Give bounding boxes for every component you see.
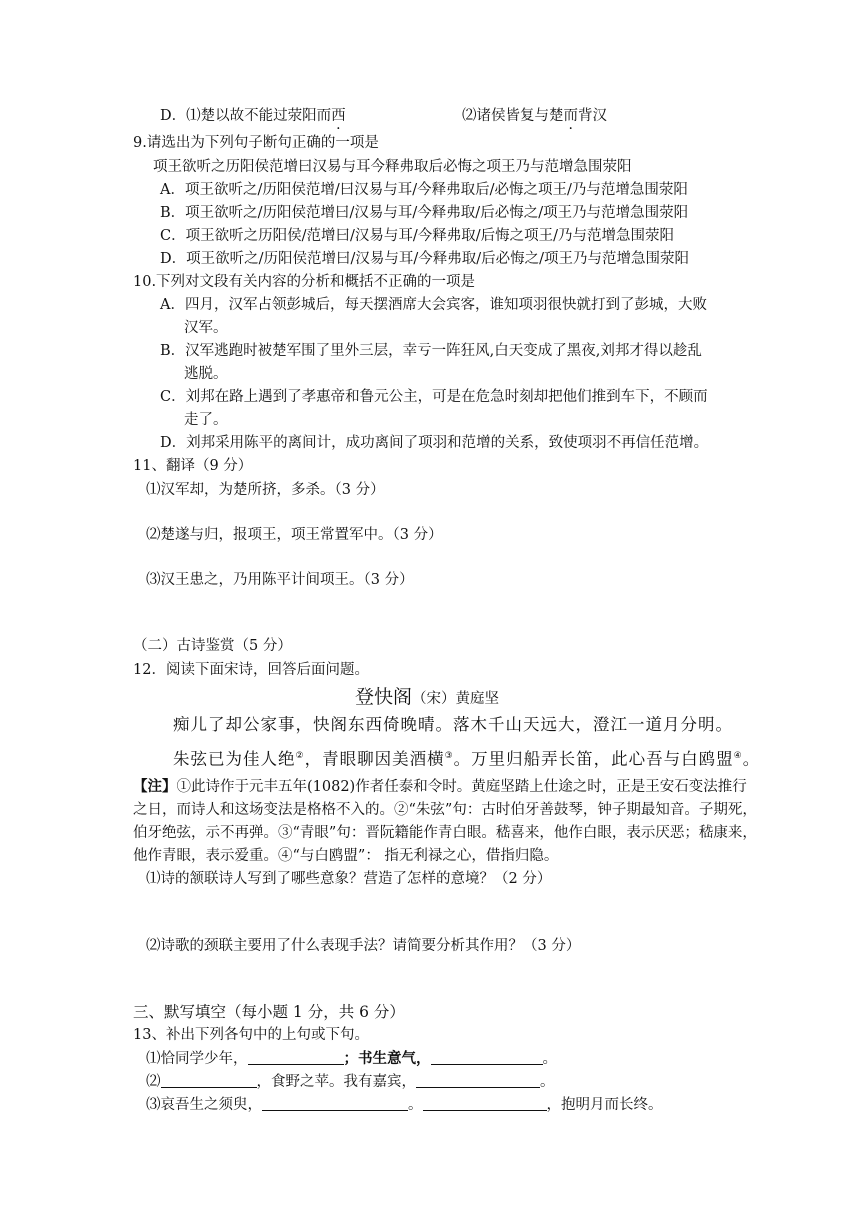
q8-option-d-part2-post: 背汉 bbox=[578, 108, 607, 124]
note-tag: 【注】 bbox=[133, 778, 177, 795]
poem-title: 登快阁 bbox=[355, 686, 413, 708]
q13-line-2-text-b: ，食野之苹。我有嘉宾， bbox=[256, 1074, 416, 1090]
note-ref-3: ③ bbox=[444, 751, 454, 761]
q13-line-3 bbox=[146, 1095, 663, 1115]
answer-blank-4[interactable] bbox=[416, 1073, 540, 1088]
note-ref-4: ④ bbox=[733, 751, 743, 761]
note-text-1: ①此诗作于元丰五年(1082)作者任泰和令时。黄庭坚踏上仕途之时，正是王安石变法推行 bbox=[176, 779, 747, 795]
answer-blank-5[interactable] bbox=[262, 1096, 408, 1111]
poem-line-2b: ，青眼聊因美酒横 bbox=[304, 749, 445, 769]
q10-option-a-line1: A．四月，汉军占领彭城后，每天摆酒席大会宾客，谁知项羽很快就打到了彭城，大败 bbox=[160, 297, 707, 313]
note-line-4: 他作青眼，表示爱重。④“与白鸥盟”： 指无利禄之心，借指归隐。 bbox=[133, 848, 559, 864]
answer-blank-6[interactable] bbox=[423, 1096, 547, 1111]
q13-line-1 bbox=[146, 1049, 557, 1069]
section-3-heading: 三、默写填空（每小题 1 分，共 6 分） bbox=[133, 1003, 405, 1021]
q13-line-2-text-c: 。 bbox=[540, 1074, 555, 1090]
q12-sub-2: ⑵诗歌的颈联主要用了什么表现手法？请简要分析其作用？（3 分） bbox=[146, 938, 581, 954]
q9-option-c: C．项王欲听之历阳侯/范增曰/汉易与耳/今释弗取/后悔之项王/乃与范增急围荥阳 bbox=[160, 228, 675, 244]
q10-option-d: D．刘邦采用陈平的离间计，成功离间了项羽和范增的关系，致使项羽不再信任范增。 bbox=[160, 435, 709, 451]
note-line-2: 之日，而诗人和这场变法是格格不入的。②“朱弦”句：古时伯牙善鼓琴，钟子期最知音。子期死， bbox=[133, 802, 757, 818]
q8-option-d-part2-pre: ⑵诸侯皆复与楚 bbox=[462, 108, 564, 124]
q13-line-2-text-a: ⑵ bbox=[146, 1074, 161, 1090]
q13-stem: 13、补出下列各句中的上句或下句。 bbox=[133, 1027, 369, 1043]
answer-blank-1[interactable] bbox=[248, 1050, 344, 1065]
poem-line-1: 痴儿了却公家事，快阁东西倚晚晴。落木千山天远大，澄江一道月分明。 bbox=[173, 715, 733, 734]
q13-line-3-text-a: ⑶哀吾生之须臾， bbox=[146, 1097, 262, 1113]
q8-option-d-label: D． bbox=[160, 108, 187, 124]
q9-option-b: B．项王欲听之/历阳侯范增曰/汉易与耳/今释弗取/后必悔之/项王乃与范增急围荥阳 bbox=[160, 205, 689, 221]
q12-sub-1: ⑴诗的颔联诗人写到了哪些意象？营造了怎样的意境？（2 分） bbox=[146, 871, 552, 887]
q12-stem: 12．阅读下面宋诗，回答后面问题。 bbox=[133, 662, 369, 678]
answer-blank-2[interactable] bbox=[431, 1050, 543, 1065]
note-ref-2: ② bbox=[295, 751, 305, 761]
q13-line-1-text-b: ；书生意气， bbox=[343, 1050, 431, 1067]
note-line-3: 伯牙绝弦，示不再弹。③“青眼”句：晋阮籍能作青白眼。嵇喜来，他作白眼，表示厌恶；嵇康来， bbox=[133, 825, 757, 841]
q13-line-3-text-b: 。 bbox=[408, 1097, 423, 1113]
poem-line-2 bbox=[173, 746, 760, 770]
q13-line-1-text-c: 。 bbox=[542, 1051, 557, 1067]
q9-option-a: A．项王欲听之/历阳侯范增/曰汉易与耳/今释弗取后/必悔之项王/乃与范增急围荥阳 bbox=[160, 182, 688, 198]
q9-stem: 9.请选出为下列句子断句正确的一项是 bbox=[133, 135, 379, 151]
section-2-heading: （二）古诗鉴赏（5 分） bbox=[133, 638, 292, 654]
q9-option-d: D．项王欲听之/历阳侯范增曰/汉易与耳/今释弗取/后必悔之/项王乃与范增急围荥阳 bbox=[160, 251, 690, 267]
poem-title-line bbox=[355, 684, 499, 710]
q8-option-d-dotted-char2: 而 bbox=[563, 108, 578, 124]
q11-item-3: ⑶汉王患之，乃用陈平计间项王。（3 分） bbox=[146, 572, 414, 588]
q11-stem: 11、翻译（9 分） bbox=[133, 458, 253, 474]
poem-line-2d: 。 bbox=[742, 749, 761, 769]
q10-option-c-line1: C．刘邦在路上遇到了孝惠帝和鲁元公主，可是在危急时刻却把他们推到车下，不顾而 bbox=[160, 389, 708, 405]
poem-author: （宋）黄庭坚 bbox=[412, 691, 500, 707]
answer-blank-3[interactable] bbox=[161, 1073, 257, 1088]
q11-item-1: ⑴汉军却，为楚所挤，多杀。（3 分） bbox=[146, 482, 385, 498]
q10-option-b-line1: B．汉军逃跑时被楚军围了里外三层，幸亏一阵狂风,白天变成了黑夜,刘邦才得以趁乱 bbox=[160, 343, 702, 359]
q8-option-d-part2 bbox=[462, 106, 607, 126]
q10-stem: 10.下列对文段有关内容的分析和概括不正确的一项是 bbox=[133, 274, 476, 290]
q10-option-a-line2: 汉军。 bbox=[184, 320, 228, 336]
q13-line-1-text-a: ⑴恰同学少年， bbox=[146, 1051, 248, 1067]
q11-item-2: ⑵楚遂与归，报项王，项王常置军中。（3 分） bbox=[146, 527, 443, 543]
q9-sentence: 项王欲听之历阳侯范增曰汉易与耳今释弗取后必悔之项王乃与范增急围荥阳 bbox=[153, 159, 632, 175]
q8-option-d bbox=[160, 106, 346, 126]
poem-line-2a: 朱弦已为佳人绝 bbox=[173, 749, 296, 769]
q13-line-2 bbox=[146, 1072, 555, 1092]
q8-option-d-dotted-char1: 西 bbox=[331, 108, 346, 124]
q13-line-3-text-c: ，抱明月而长终。 bbox=[546, 1097, 663, 1113]
poem-line-2c: 。万里归船弄长笛，此心吾与白鸥盟 bbox=[453, 749, 734, 769]
q8-option-d-part1: ⑴楚以故不能过荥阳而 bbox=[186, 108, 332, 124]
q10-option-c-line2: 走了。 bbox=[184, 412, 228, 428]
note-line-1 bbox=[133, 777, 747, 797]
q10-option-b-line2: 逃脱。 bbox=[184, 366, 228, 382]
